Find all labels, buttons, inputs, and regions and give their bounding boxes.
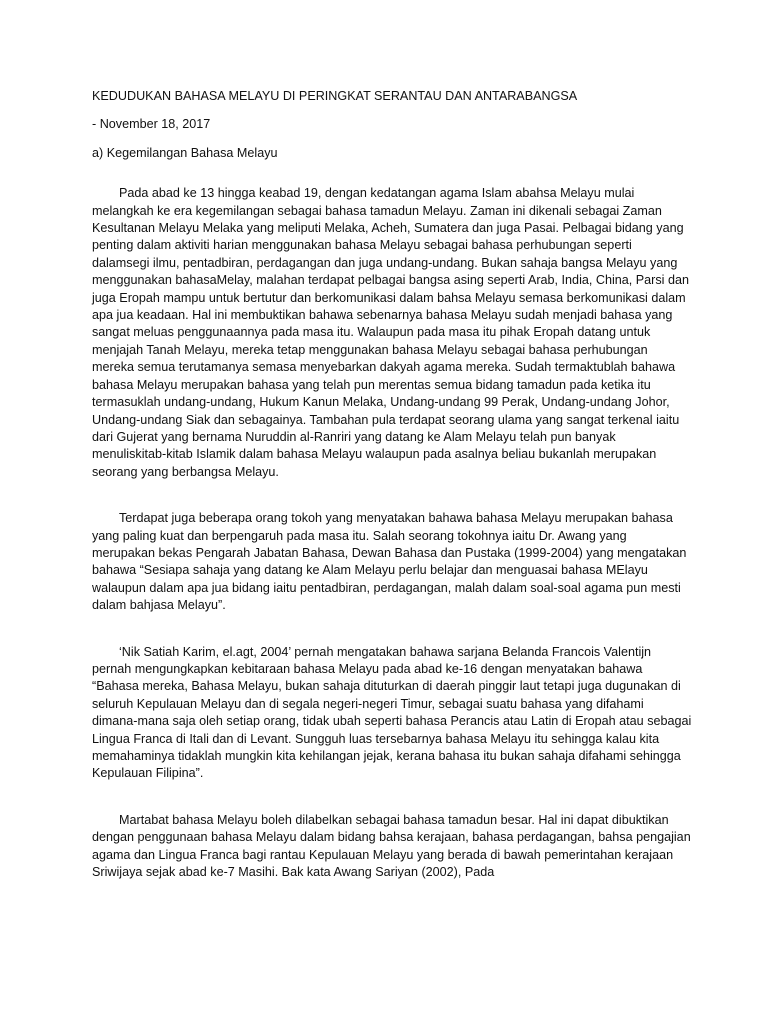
paragraph-2: Terdapat juga beberapa orang tokoh yang menyatakan bahawa bahasa Melayu merupakan bahasa yang paling kuat dan berpengaruh pada masa itu. Salah seorang tokohnya iaitu Dr. Awang yang merupakan bekas Pengarah Jabatan Bahasa, Dewan Bahasa dan Pustaka (1999-2004) yang mengatakan bahawa “Sesiapa sahaja yang datang ke Alam Melayu perlu belajar dan menguasai bahasa MElayu walaupun dalam apa jua bidang iaitu pentadbiran, perdagangan, malah dalam soal-soal agama pun mesti dalam bahjasa Melayu”.	[92, 511, 687, 613]
paragraph-1: Pada abad ke 13 hingga keabad 19, dengan kedatangan agama Islam abahsa Melayu mulai melangkah ke era kegemilangan sebagai bahasa tamadun Melayu. Zaman ini dikenali sebagai Zaman Kesultanan Melayu Melaka yang meliputi Melaka, Acheh, Sumatera dan juga Pasai. Pelbagai bidang yang penting dalam aktiviti harian menggunakan bahasa Melayu sebagai bahasa perhubungan seperti dalamsegi ilmu, pentadbiran, perdagangan dan juga undang-undang. Bukan sahaja bangsa Melayu yang menggunakan bahasaMelay, malahan terdapat pelbagai bangsa asing seperti Arab, India, China, Parsi dan juga Eropah mampu untuk bertutur dan berkomunikasi dalam bahsa Melayu semasa berkomunikasi dalam apa jua keadaan. Hal ini membuktikan bahawa sebenarnya bahasa Melayu sudah menjadi bahasa yang sangat meluas penggunaannya pada masa itu. Walaupun pada masa itu pihak Eropah datang untuk menjajah Tanah Melayu, mereka tetap menggunakan bahasa Melayu sebagai bahasa perhubungan mereka semua terutamanya semasa menyebarkan dakyah agama mereka. Sudah termaktublah bahawa bahasa Melayu merupakan bahasa yang telah pun merentas semua bidang tamadun pada ketika itu termasuklah undang-undang, Hukum Kanun Melaka, Undang-undang 99 Perak, Undang-undang Johor, Undang-undang Siak dan sebagainya. Tambahan pula terdapat seorang ulama yang sangat terkenal iaitu dari Gujerat yang bernama Nuruddin al-Ranriri yang datang ke Alam Melayu telah pun banyak menuliskitab-kitab Islamik dalam bahasa Melayu walaupun pada asalnya beliau bukanlah merupakan seorang yang berbangsa Melayu.	[92, 186, 689, 479]
paragraph-3: ‘Nik Satiah Karim, el.agt, 2004’ pernah mengatakan bahawa sarjana Belanda Francois Valentijn pernah mengungkapkan kebitaraan bahasa Melayu pada abad ke-16 dengan menyatakan bahawa “Bahasa mereka, Bahasa Melayu, bukan sahaja dituturkan di daerah pinggir laut tetapi juga dugunakan di seluruh Kepulauan Melayu dan di segala negeri-negeri Timur, sebagai suatu bahasa yang difahami dimana-mana saja oleh setiap orang, tidak ubah seperti bahasa Perancis atau Latin di Eropah atau sebagai Lingua Franca di Itali dan di Levant. Sungguh luas tersebarnya bahasa Melayu itu sehingga kalau kita memahaminya tidaklah mungkin kita kehilangan jejak, kerana bahasa itu bukan sahaja difahami sehingga Kepulauan Filipina”.	[92, 644, 692, 781]
paragraph-4: Martabat bahasa Melayu boleh dilabelkan sebagai bahasa tamadun besar. Hal ini dapat dibuktikan dengan penggunaan bahasa Melayu dalam bidang bahsa kerajaan, bahasa perdagangan, bahsa pengajian agama dan Lingua Franca bagi rantau Kepulauan Melayu yang berada di bawah pemerintahan kerajaan Sriwijaya sejak abad ke-7 Masihi. Bak kata Awang Sariyan (2002), Pada	[92, 812, 691, 880]
document-date: - November 18, 2017	[92, 117, 211, 132]
section-heading: a) Kegemilangan Bahasa Melayu	[92, 145, 278, 160]
document-title: KEDUDUKAN BAHASA MELAYU DI PERINGKAT SERANTAU DAN ANTARABANGSA	[92, 89, 578, 103]
document-body	[92, 88, 692, 881]
